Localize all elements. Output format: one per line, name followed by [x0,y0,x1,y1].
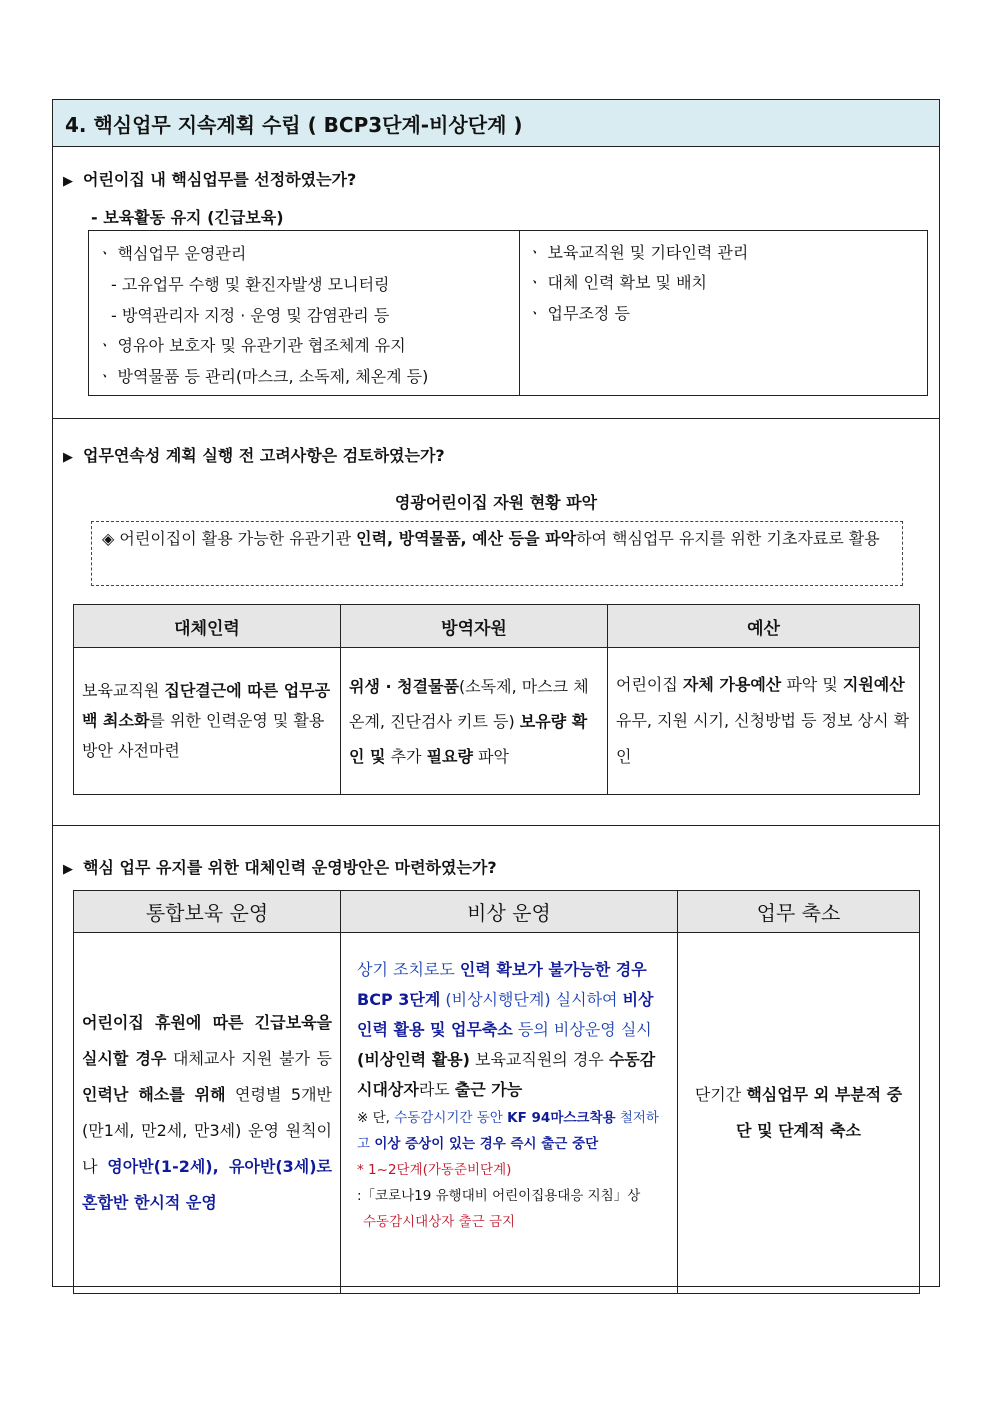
list-item: ㆍ 대체 인력 확보 및 배치 [527,273,707,292]
question-2: ▶ 업무연속성 계획 실행 전 고려사항은 검토하였는가? [63,446,445,465]
divider [53,825,939,826]
column-header: 통합보육 운영 [74,891,341,933]
table-cell: 상기 조치로도 인력 확보가 불가능한 경우 BCP 3단계 (비상시행단계) 실시하여 비상인력 활용 및 업무축소 등의 비상운영 실시 (비상인력 활용) 보육교직원의 경우 수동감시대상자라도 출근 가능 ※ 단, 수동감시기간 동안 KF 94마스크착용 철저하고 이상 증상이 있는 경우 즉시 출근 중단 * 1~2단계(가동준비단계) :「코로나19 유행대비 어린이집용대응 지침」상 수동감시대상자 출근 금지 [341,933,678,1294]
table-cell: 어린이집 휴원에 따른 긴급보육을 실시할 경우 대체교사 지원 불가 등 인력난 해소를 위해 연령별 5개반(만1세, 만2세, 만3세) 운영 원칙이나 영아반(1-2세), 유아반(3세)로 혼합반 한시적 운영 [74,933,341,1294]
diamond-bullet-icon: ◈ [102,529,115,548]
table-cell: 위생 · 청결물품(소독제, 마스크 체온계, 진단검사 키트 등) 보유량 확인 및 추가 필요량 파악 [341,648,608,795]
table-cell: 보육교직원 집단결근에 따른 업무공백 최소화를 위한 인력운영 및 활용방안 사전마련 [74,648,341,795]
operation-table [73,890,920,1294]
list-item: ㆍ 핵심업무 운영관리 [97,244,247,263]
column-header: 비상 운영 [341,891,678,933]
triangle-bullet-icon: ▶ [63,862,73,877]
core-tasks-left [89,231,520,395]
core-tasks-box [88,230,928,396]
resource-table [73,604,920,795]
table-cell: 단기간 핵심업무 외 부분적 중단 및 단계적 축소 [678,933,920,1294]
question-3: ▶ 핵심 업무 유지를 위한 대체인력 운영방안은 마련하였는가? [63,858,497,877]
column-header: 방역자원 [341,605,608,648]
column-header: 업무 축소 [678,891,920,933]
subtitle-childcare: - 보육활동 유지 (긴급보육) [91,208,284,227]
list-item: ㆍ 방역물품 등 관리(마스크, 소독제, 체온계 등) [97,367,429,386]
column-header: 대체인력 [74,605,341,648]
resource-status-title: 영광어린이집 자원 현황 파악 [394,493,598,512]
question-1: ▶ 어린이집 내 핵심업무를 선정하였는가? [63,170,357,189]
column-header: 예산 [608,605,920,648]
triangle-bullet-icon: ▶ [63,450,73,465]
divider [53,418,939,419]
bcp-document [52,99,940,1287]
table-cell: 어린이집 자체 가용예산 파악 및 지원예산 유무, 지원 시기, 신청방법 등 정보 상시 확인 [608,648,920,795]
list-item: ㆍ 업무조정 등 [527,304,630,323]
list-item: ㆍ 보육교직원 및 기타인력 관리 [527,243,749,262]
section-title: 4. 핵심업무 지속계획 수립 ( BCP3단계-비상단계 ) [53,100,939,147]
list-item: - 고유업무 수행 및 환진자발생 모니터링 [111,275,390,294]
list-item: ㆍ 영유아 보호자 및 유관기관 협조체계 유지 [97,336,406,355]
resource-note-box: ◈ 어린이집이 활용 가능한 유관기관 인력, 방역물품, 예산 등을 파악하여 핵심업무 유지를 위한 기초자료로 활용 [91,521,903,586]
list-item: - 방역관리자 지정 · 운영 및 감염관리 등 [111,306,390,325]
triangle-bullet-icon: ▶ [63,174,73,189]
